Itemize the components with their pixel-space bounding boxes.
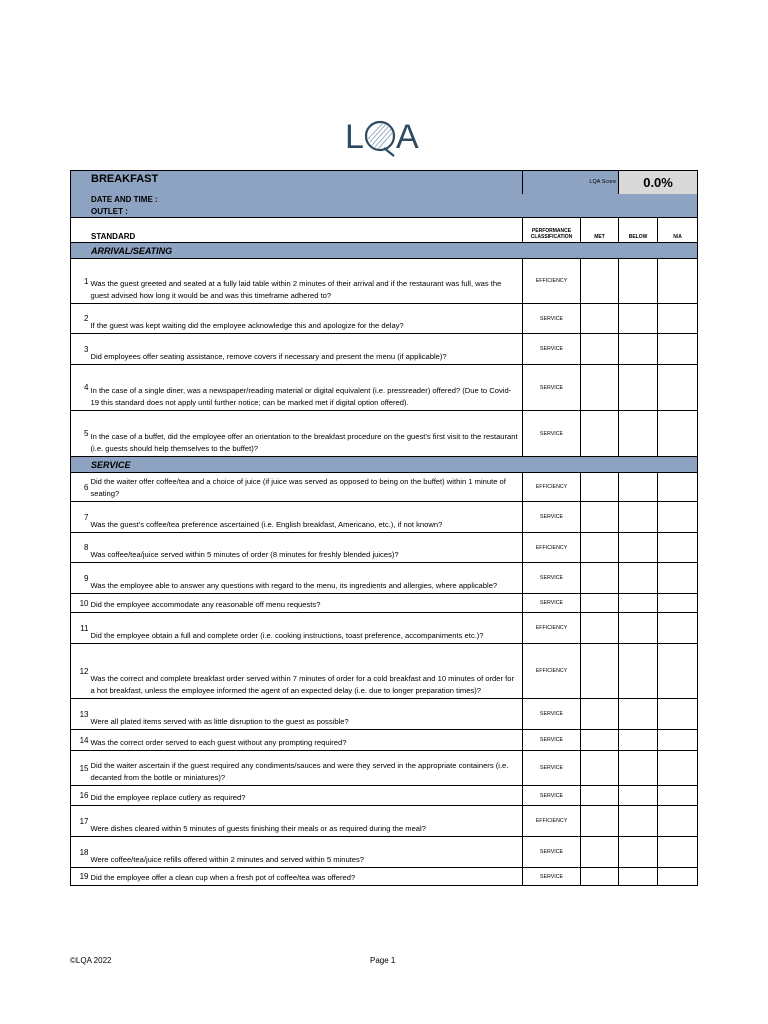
checklist-row	[71, 868, 698, 886]
item-number: 12	[71, 644, 90, 699]
date-time-label: DATE AND TIME :	[71, 194, 698, 206]
performance-classification: SERVICE	[523, 594, 581, 613]
na-cell[interactable]	[658, 699, 698, 730]
below-cell[interactable]	[619, 563, 658, 594]
svg-text:A: A	[396, 118, 419, 156]
page-number: Page 1	[370, 956, 396, 965]
performance-classification: SERVICE	[523, 786, 581, 806]
met-cell[interactable]	[581, 786, 619, 806]
performance-classification: SERVICE	[523, 502, 581, 533]
item-number: 5	[71, 411, 90, 457]
na-cell[interactable]	[658, 644, 698, 699]
na-cell[interactable]	[658, 473, 698, 502]
standard-text: Was the guest's coffee/tea preference ascertained (i.e. English breakfast, Americano, etc.), if not known?	[90, 502, 523, 533]
standard-text: Was coffee/tea/juice served within 5 minutes of order (8 minutes for freshly blended juices)?	[90, 533, 523, 563]
performance-classification: SERVICE	[523, 730, 581, 751]
na-cell[interactable]	[658, 806, 698, 837]
below-column-header: BELOW	[619, 218, 658, 243]
below-cell[interactable]	[619, 411, 658, 457]
form-title: BREAKFAST	[71, 171, 523, 194]
performance-classification: SERVICE	[523, 837, 581, 868]
performance-classification: EFFICIENCY	[523, 533, 581, 563]
standard-text: Did the employee accommodate any reasonable off menu requests?	[90, 594, 523, 613]
performance-classification: SERVICE	[523, 563, 581, 594]
na-cell[interactable]	[658, 613, 698, 644]
section-header-row	[71, 457, 698, 473]
below-cell[interactable]	[619, 868, 658, 886]
performance-classification: SERVICE	[523, 868, 581, 886]
met-cell[interactable]	[581, 699, 619, 730]
item-number: 11	[71, 613, 90, 644]
met-column-header: MET	[581, 218, 619, 243]
performance-classification: SERVICE	[523, 334, 581, 365]
below-cell[interactable]	[619, 259, 658, 304]
item-number: 17	[71, 806, 90, 837]
checklist-row	[71, 533, 698, 563]
below-cell[interactable]	[619, 594, 658, 613]
met-cell[interactable]	[581, 304, 619, 334]
item-number: 14	[71, 730, 90, 751]
met-cell[interactable]	[581, 411, 619, 457]
na-cell[interactable]	[658, 837, 698, 868]
section-header-row	[71, 243, 698, 259]
item-number: 7	[71, 502, 90, 533]
performance-classification: EFFICIENCY	[523, 806, 581, 837]
na-column-header: N/A	[658, 218, 698, 243]
standard-text: Did the waiter ascertain if the guest required any condiments/sauces and were they served in the appropriate containers (i.e. decanted from the bottle or miniatures)?	[90, 751, 523, 786]
item-number: 10	[71, 594, 90, 613]
below-cell[interactable]	[619, 786, 658, 806]
met-cell[interactable]	[581, 365, 619, 411]
met-cell[interactable]	[581, 644, 619, 699]
checklist-row	[71, 786, 698, 806]
met-cell[interactable]	[581, 613, 619, 644]
na-cell[interactable]	[658, 730, 698, 751]
performance-classification: SERVICE	[523, 411, 581, 457]
below-cell[interactable]	[619, 613, 658, 644]
below-cell[interactable]	[619, 304, 658, 334]
performance-classification: EFFICIENCY	[523, 613, 581, 644]
below-cell[interactable]	[619, 730, 658, 751]
met-cell[interactable]	[581, 563, 619, 594]
standard-text: Was the employee able to answer any questions with regard to the menu, its ingredients and allergies, where applicable?	[90, 563, 523, 594]
met-cell[interactable]	[581, 473, 619, 502]
performance-classification: EFFICIENCY	[523, 473, 581, 502]
lqa-logo-mark	[340, 112, 430, 162]
svg-text:L: L	[345, 118, 363, 156]
standard-text: If the guest was kept waiting did the employee acknowledge this and apologize for the delay?	[90, 304, 523, 334]
item-number: 13	[71, 699, 90, 730]
copyright: ©LQA 2022	[70, 956, 112, 965]
breakfast-checklist	[70, 170, 698, 886]
performance-classification: SERVICE	[523, 751, 581, 786]
met-cell[interactable]	[581, 751, 619, 786]
performance-classification: EFFICIENCY	[523, 259, 581, 304]
standard-text: Were dishes cleared within 5 minutes of guests finishing their meals or as required during the meal?	[90, 806, 523, 837]
below-cell[interactable]	[619, 365, 658, 411]
item-number: 19	[71, 868, 90, 886]
checklist-row	[71, 365, 698, 411]
section-title: SERVICE	[71, 457, 698, 473]
checklist-row	[71, 730, 698, 751]
performance-classification: SERVICE	[523, 365, 581, 411]
below-cell[interactable]	[619, 837, 658, 868]
item-number: 8	[71, 533, 90, 563]
item-number: 3	[71, 334, 90, 365]
lqa-score-value: 0.0%	[619, 171, 698, 194]
below-cell[interactable]	[619, 644, 658, 699]
checklist-row	[71, 594, 698, 613]
standard-text: In the case of a buffet, did the employee offer an orientation to the breakfast procedure on the guest's first visit to the restaurant (i.e. guests should help themselves to the buffet)?	[90, 411, 523, 457]
na-cell[interactable]	[658, 563, 698, 594]
outlet-label: OUTLET :	[71, 206, 698, 218]
standard-text: Did employees offer seating assistance, remove covers if necessary and present the menu (if applicable)?	[90, 334, 523, 365]
checklist-row	[71, 563, 698, 594]
lqa-logo	[340, 112, 430, 162]
item-number: 9	[71, 563, 90, 594]
checklist-row	[71, 334, 698, 365]
item-number: 2	[71, 304, 90, 334]
performance-classification: EFFICIENCY	[523, 644, 581, 699]
below-cell[interactable]	[619, 699, 658, 730]
lqa-score-label: LQA Score	[523, 171, 619, 194]
item-number: 18	[71, 837, 90, 868]
na-cell[interactable]	[658, 751, 698, 786]
met-cell[interactable]	[581, 730, 619, 751]
met-cell[interactable]	[581, 594, 619, 613]
checklist-row	[71, 259, 698, 304]
na-cell[interactable]	[658, 304, 698, 334]
na-cell[interactable]	[658, 334, 698, 365]
checklist-row	[71, 644, 698, 699]
standard-text: Was the guest greeted and seated at a fully laid table within 2 minutes of their arrival and if the restaurant was full, was the guest advised how long it would be and was this timeframe adhered to?	[90, 259, 523, 304]
below-cell[interactable]	[619, 502, 658, 533]
checklist-row	[71, 699, 698, 730]
item-number: 6	[71, 473, 90, 502]
item-number: 16	[71, 786, 90, 806]
met-cell[interactable]	[581, 868, 619, 886]
checklist-row	[71, 411, 698, 457]
met-cell[interactable]	[581, 259, 619, 304]
na-cell[interactable]	[658, 594, 698, 613]
met-cell[interactable]	[581, 806, 619, 837]
na-cell[interactable]	[658, 533, 698, 563]
checklist-row	[71, 502, 698, 533]
standard-text: Did the employee offer a clean cup when a fresh pot of coffee/tea was offered?	[90, 868, 523, 886]
standard-text: Did the waiter offer coffee/tea and a choice of juice (if juice was served as opposed to being on the buffet) within 1 minute of seating?	[90, 473, 523, 502]
met-cell[interactable]	[581, 502, 619, 533]
na-cell[interactable]	[658, 786, 698, 806]
na-cell[interactable]	[658, 868, 698, 886]
standard-text: In the case of a single diner, was a newspaper/reading material or digital equivalent (i.e. pressreader) offered? (Due to Covid-19 this standard does not apply until further notice; can be marked met if digital option offered).	[90, 365, 523, 411]
item-number: 4	[71, 365, 90, 411]
item-number: 15	[71, 751, 90, 786]
checklist-row	[71, 473, 698, 502]
checklist-row	[71, 613, 698, 644]
below-cell[interactable]	[619, 751, 658, 786]
below-cell[interactable]	[619, 473, 658, 502]
performance-classification: SERVICE	[523, 699, 581, 730]
standard-text: Were all plated items served with as little disruption to the guest as possible?	[90, 699, 523, 730]
na-cell[interactable]	[658, 502, 698, 533]
below-cell[interactable]	[619, 806, 658, 837]
checklist-row	[71, 751, 698, 786]
standard-text: Was the correct and complete breakfast order served within 7 minutes of order for a cold breakfast and 10 minutes of order for a hot breakfast, unless the employee informed the agent of an expected delay (i.e. due to longer preparation times)?	[90, 644, 523, 699]
na-cell[interactable]	[658, 411, 698, 457]
below-cell[interactable]	[619, 334, 658, 365]
section-title: ARRIVAL/SEATING	[71, 243, 698, 259]
standard-text: Was the correct order served to each guest without any prompting required?	[90, 730, 523, 751]
item-number: 1	[71, 259, 90, 304]
standard-text: Did the employee obtain a full and complete order (i.e. cooking instructions, toast preference, accompaniments etc.)?	[90, 613, 523, 644]
na-cell[interactable]	[658, 259, 698, 304]
standard-text: Were coffee/tea/juice refills offered within 2 minutes and served within 5 minutes?	[90, 837, 523, 868]
checklist-row	[71, 806, 698, 837]
met-cell[interactable]	[581, 533, 619, 563]
checklist-row	[71, 304, 698, 334]
checklist-row	[71, 837, 698, 868]
standard-column-header: STANDARD	[71, 218, 523, 243]
standard-text: Did the employee replace cutlery as required?	[90, 786, 523, 806]
performance-classification: SERVICE	[523, 304, 581, 334]
met-cell[interactable]	[581, 334, 619, 365]
performance-column-header: PERFORMANCE CLASSIFICATION	[523, 218, 581, 243]
met-cell[interactable]	[581, 837, 619, 868]
na-cell[interactable]	[658, 365, 698, 411]
below-cell[interactable]	[619, 533, 658, 563]
